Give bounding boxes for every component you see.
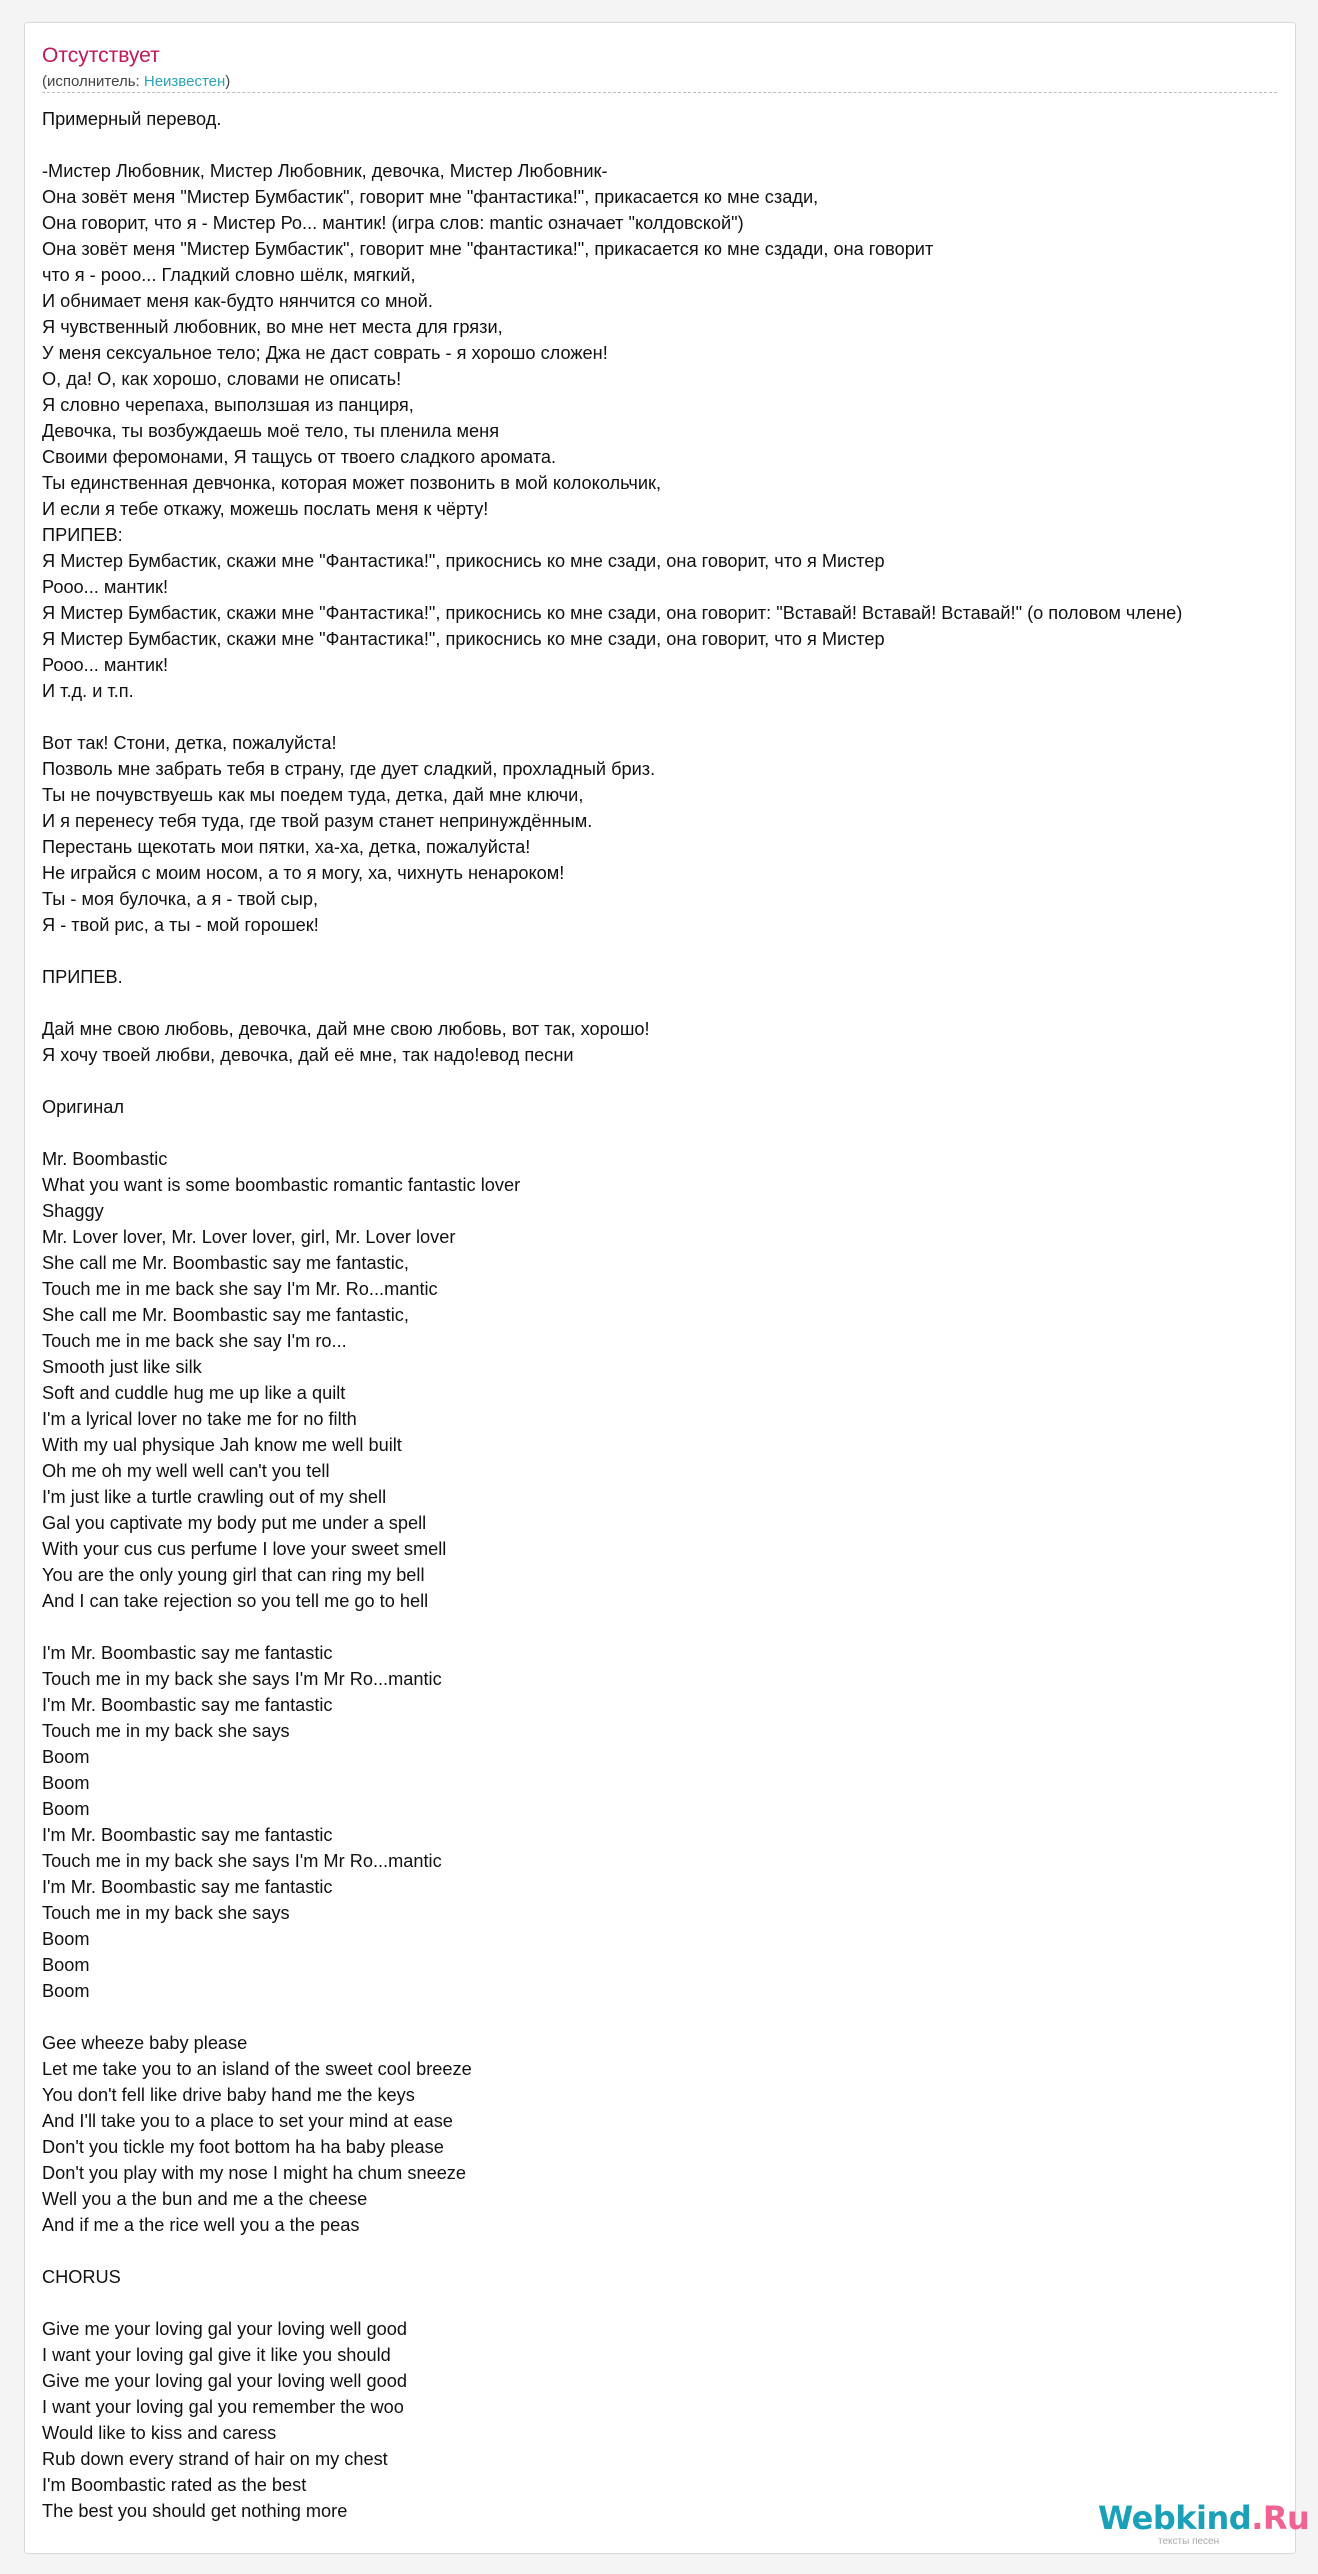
lyric-line: Я словно черепаха, выползшая из панциря, (42, 395, 414, 415)
lyric-line: And if me a the rice well you a the peas (42, 2215, 360, 2235)
performer-suffix: ) (225, 73, 231, 90)
lyrics-body (42, 106, 1295, 2524)
performer-line (42, 73, 230, 91)
lyric-line: You are the only young girl that can ring my bell (42, 1565, 425, 1585)
lyric-line: CHORUS (42, 2267, 121, 2287)
lyric-line: Touch me in my back she says I'm Mr Ro...mantic (42, 1669, 442, 1689)
lyric-line (42, 704, 1295, 730)
lyric-line (42, 938, 1295, 964)
lyric-line: И т.д. и т.п. (42, 681, 134, 701)
lyric-line: Я Мистер Бумбастик, скажи мне "Фантастика!", прикоснись ко мне сзади, она говорит: "Вставай! Вставай! Вставай!" (о половом члене) (42, 603, 1183, 623)
lyric-line: что я - рооо... Гладкий словно шёлк, мягкий, (42, 265, 416, 285)
performer-prefix: (исполнитель: (42, 73, 144, 90)
site-logo[interactable] (1098, 2499, 1310, 2550)
lyric-line: Рооо... мантик! (42, 655, 169, 675)
performer-link[interactable]: Неизвестен (143, 73, 226, 90)
lyric-line: I'm a lyrical lover no take me for no filth (42, 1409, 357, 1429)
lyric-line: Boom (42, 1929, 90, 1949)
lyric-line: И если я тебе откажу, можешь послать меня к чёрту! (42, 499, 489, 519)
lyric-line (42, 990, 1295, 1016)
lyric-line: Shaggy (42, 1201, 104, 1221)
lyric-line: Would like to kiss and caress (42, 2423, 277, 2443)
lyric-line: And I'll take you to a place to set your mind at ease (42, 2111, 453, 2131)
lyric-line: Перестань щекотать мои пятки, ха-ха, детка, пожалуйста! (42, 837, 531, 857)
lyric-line: Touch me in my back she says (42, 1903, 290, 1923)
lyric-line: I'm Boombastic rated as the best (42, 2475, 307, 2495)
lyric-line: Я Мистер Бумбастик, скажи мне "Фантастика!", прикоснись ко мне сзади, она говорит, что я Мистер (42, 629, 885, 649)
lyric-line: Я чувственный любовник, во мне нет места для грязи, (42, 317, 503, 337)
lyric-line: I'm Mr. Boombastic say me fantastic (42, 1825, 333, 1845)
divider (42, 92, 1277, 93)
lyric-line: I want your loving gal you remember the woo (42, 2397, 404, 2417)
lyric-line: Touch me in my back she says (42, 1721, 290, 1741)
lyric-line: -Мистер Любовник, Мистер Любовник, девочка, Мистер Любовник- (42, 161, 608, 181)
lyric-line: Well you a the bun and me a the cheese (42, 2189, 368, 2209)
lyrics-card (24, 22, 1296, 2554)
lyric-line: Я Мистер Бумбастик, скажи мне "Фантастика!", прикоснись ко мне сзади, она говорит, что я Мистер (42, 551, 885, 571)
lyric-line: Позволь мне забрать тебя в страну, где дует сладкий, прохладный бриз. (42, 759, 656, 779)
lyric-line: Don't you play with my nose I might ha chum sneeze (42, 2163, 467, 2183)
lyric-line: Give me your loving gal your loving well good (42, 2371, 407, 2391)
lyric-line: ПРИПЕВ: (42, 525, 123, 545)
lyric-line: Gal you captivate my body put me under a spell (42, 1513, 427, 1533)
lyric-line: I want your loving gal give it like you should (42, 2345, 391, 2365)
lyric-line: Let me take you to an island of the sweet cool breeze (42, 2059, 472, 2079)
lyric-line: Boom (42, 1773, 90, 1793)
lyric-line: The best you should get nothing more (42, 2501, 348, 2521)
lyric-line: I'm Mr. Boombastic say me fantastic (42, 1877, 333, 1897)
lyric-line: Boom (42, 1981, 90, 2001)
lyric-line: Ты не почувствуешь как мы поедем туда, детка, дай мне ключи, (42, 785, 584, 805)
lyric-line (42, 2238, 1295, 2264)
lyric-line: Своими феромонами, Я тащусь от твоего сладкого аромата. (42, 447, 557, 467)
logo-suffix: .Ru (1251, 2499, 1310, 2537)
lyric-line: What you want is some boombastic romantic fantastic lover (42, 1175, 521, 1195)
lyric-line: У меня сексуальное тело; Джа не даст соврать - я хорошо сложен! (42, 343, 608, 363)
lyric-line (42, 2004, 1295, 2030)
logo-tagline: тексты песен (1158, 2536, 1220, 2547)
lyric-line: Mr. Boombastic (42, 1149, 168, 1169)
lyric-line: Soft and cuddle hug me up like a quilt (42, 1383, 346, 1403)
lyric-line: With my ual physique Jah know me well built (42, 1435, 402, 1455)
lyric-line: И обнимает меня как-будто нянчится со мной. (42, 291, 433, 311)
lyric-line: Touch me in me back she say I'm ro... (42, 1331, 347, 1351)
lyric-line: Mr. Lover lover, Mr. Lover lover, girl, Mr. Lover lover (42, 1227, 456, 1247)
lyric-line: Она зовёт меня "Мистер Бумбастик", говорит мне "фантастика!", прикасается ко мне сзади, (42, 187, 819, 207)
lyric-line (42, 132, 1295, 158)
lyric-line: Я хочу твоей любви, девочка, дай её мне, так надо!евод песни (42, 1045, 574, 1065)
lyric-line (42, 1614, 1295, 1640)
lyric-line: Gee wheeze baby please (42, 2033, 248, 2053)
lyric-line: Touch me in my back she says I'm Mr Ro...mantic (42, 1851, 442, 1871)
lyric-line: Она зовёт меня "Мистер Бумбастик", говорит мне "фантастика!", прикасается ко мне сздади, она говорит (42, 239, 934, 259)
lyric-line (42, 1068, 1295, 1094)
lyric-line: Она говорит, что я - Мистер Ро... мантик! (игра слов: mantic означает "колдовской") (42, 213, 744, 233)
lyric-line: Rub down every strand of hair on my chest (42, 2449, 388, 2469)
lyric-line: With your cus cus perfume I love your sweet smell (42, 1539, 447, 1559)
lyric-line: Ты единственная девчонка, которая может позвонить в мой колокольчик, (42, 473, 662, 493)
page-title: Отсутствует (42, 44, 160, 67)
lyric-line: I'm Mr. Boombastic say me fantastic (42, 1695, 333, 1715)
lyric-line: И я перенесу тебя туда, где твой разум станет непринуждённым. (42, 811, 593, 831)
lyric-line: Примерный перевод. (42, 109, 222, 129)
lyric-line: Рооо... мантик! (42, 577, 169, 597)
lyric-line: Give me your loving gal your loving well good (42, 2319, 407, 2339)
lyric-line: Don't you tickle my foot bottom ha ha baby please (42, 2137, 444, 2157)
lyric-line (42, 1120, 1295, 1146)
lyric-line: Boom (42, 1747, 90, 1767)
lyric-line: О, да! О, как хорошо, словами не описать! (42, 369, 402, 389)
lyric-line: Boom (42, 1799, 90, 1819)
lyric-line: ПРИПЕВ. (42, 967, 123, 987)
lyric-line: Девочка, ты возбуждаешь моё тело, ты пленила меня (42, 421, 500, 441)
lyric-line: Оригинал (42, 1097, 124, 1117)
lyric-line: I'm Mr. Boombastic say me fantastic (42, 1643, 333, 1663)
lyric-line: Я - твой рис, а ты - мой горошек! (42, 915, 319, 935)
lyric-line: Не играйся с моим носом, а то я могу, ха, чихнуть ненароком! (42, 863, 565, 883)
lyric-line (42, 2290, 1295, 2316)
logo-wordmark (1098, 2500, 1309, 2536)
lyric-line: Touch me in me back she say I'm Mr. Ro...mantic (42, 1279, 438, 1299)
logo-main: Webkind (1098, 2499, 1252, 2537)
lyric-line: I'm just like a turtle crawling out of my shell (42, 1487, 387, 1507)
lyric-line: Smooth just like silk (42, 1357, 202, 1377)
lyric-line: She call me Mr. Boombastic say me fantastic, (42, 1305, 409, 1325)
lyric-line: Boom (42, 1955, 90, 1975)
lyric-line: And I can take rejection so you tell me go to hell (42, 1591, 429, 1611)
lyric-line: Ты - моя булочка, а я - твой сыр, (42, 889, 318, 909)
lyric-line: You don't fell like drive baby hand me the keys (42, 2085, 415, 2105)
lyric-line: Вот так! Стони, детка, пожалуйста! (42, 733, 337, 753)
lyric-line: Дай мне свою любовь, девочка, дай мне свою любовь, вот так, хорошо! (42, 1019, 650, 1039)
lyric-line: She call me Mr. Boombastic say me fantastic, (42, 1253, 409, 1273)
lyric-line: Oh me oh my well well can't you tell (42, 1461, 330, 1481)
